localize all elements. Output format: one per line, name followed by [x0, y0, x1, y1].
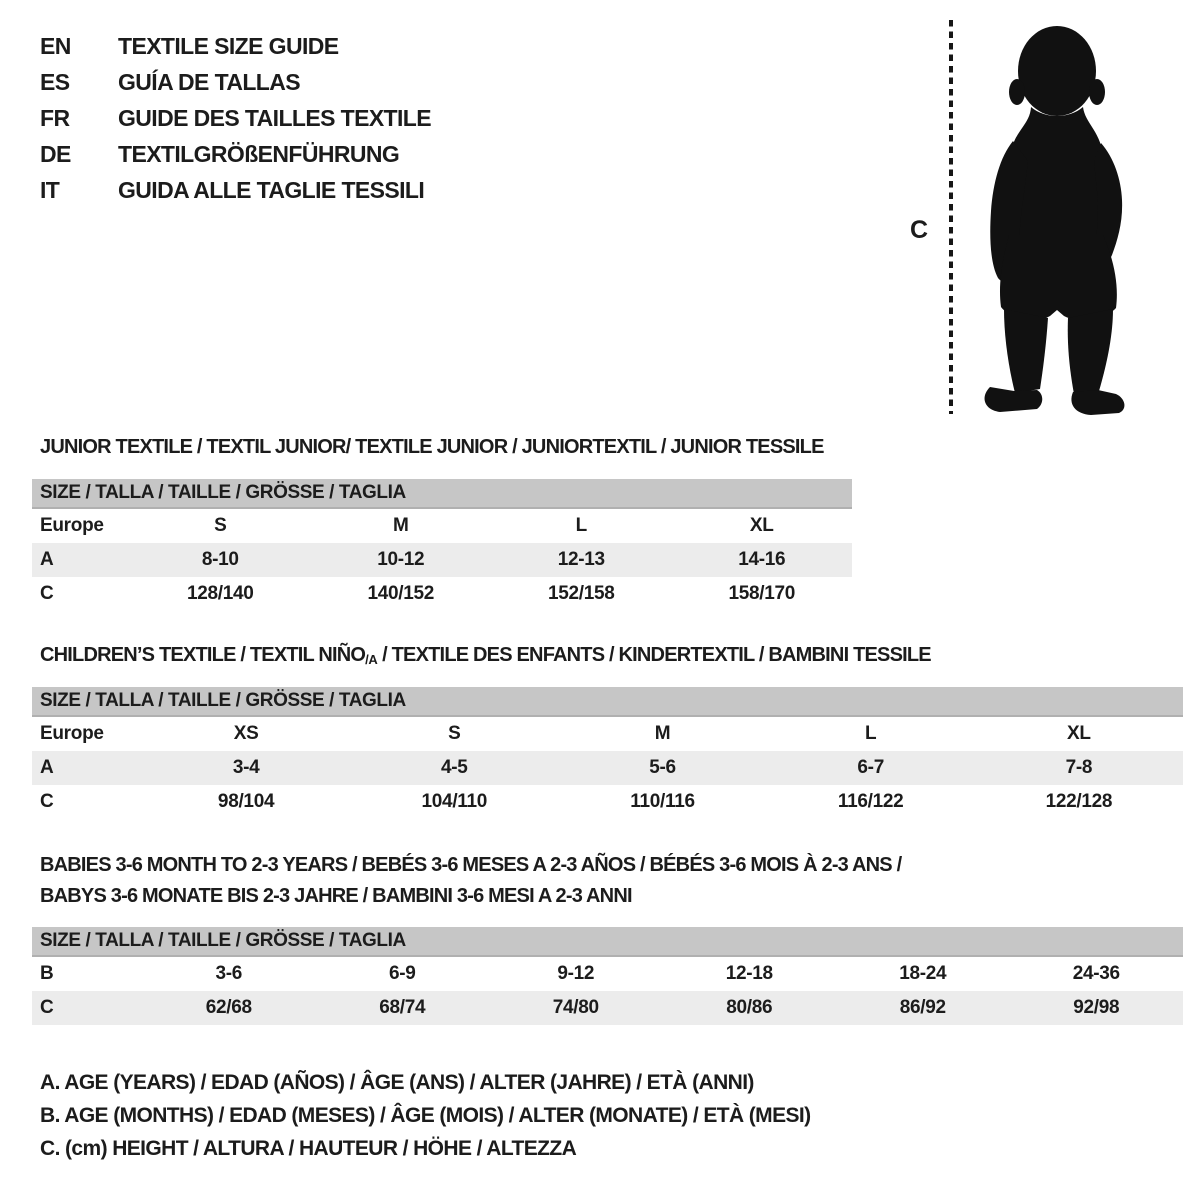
row-label: C [40, 791, 54, 812]
age-cell: 18-24 [899, 963, 947, 984]
age-cell: 3-6 [215, 963, 243, 984]
babies-title-line-1: BABIES 3-6 MONTH TO 2-3 YEARS / BEBÉS 3-6 MESES A 2-3 AÑOS / BÉBÉS 3-6 MOIS À 2-3 ANS / [40, 854, 902, 876]
height-cm-row [32, 785, 1183, 819]
height-cell: 86/92 [899, 997, 946, 1018]
height-measure-label: C [910, 216, 928, 244]
size-column-header: XL [749, 515, 774, 536]
age-cell: 6-7 [857, 757, 884, 778]
legend-line-c: C. (cm) HEIGHT / ALTURA / HAUTEUR / HÖHE / ALTEZZA [40, 1137, 577, 1160]
language-row-fr [40, 100, 431, 136]
height-cell: 128/140 [186, 583, 254, 604]
age-cell: 10-12 [377, 549, 425, 570]
row-label: C [40, 583, 54, 604]
age-cell: 9-12 [557, 963, 595, 984]
junior-size-table [32, 479, 852, 611]
language-code: DE [40, 140, 71, 167]
age-months-row [32, 957, 1183, 991]
height-cell: 98/104 [217, 791, 275, 812]
language-code: ES [40, 68, 70, 95]
age-cell: 12-13 [557, 549, 605, 570]
height-cell: 80/86 [726, 997, 773, 1018]
height-cell: 68/74 [379, 997, 426, 1018]
size-column-header: S [214, 515, 227, 536]
guide-title-de: TEXTILGRÖßENFÜHRUNG [118, 140, 400, 167]
height-cell: 110/116 [630, 791, 695, 812]
height-cell: 62/68 [205, 997, 252, 1018]
guide-title-es: GUÍA DE TALLAS [118, 68, 300, 95]
size-header-bar: SIZE / TALLA / TAILLE / GRÖSSE / TAGLIA [32, 479, 852, 509]
language-code: EN [40, 32, 71, 59]
children-title-text: / TEXTILE DES ENFANTS / KINDERTEXTIL / BAMBINI TESSILE [377, 644, 931, 666]
language-row-es [40, 64, 431, 100]
height-cell: 152/158 [547, 583, 615, 604]
height-cm-row [32, 577, 852, 611]
height-cell: 116/122 [837, 791, 904, 812]
size-columns-row [32, 509, 852, 543]
size-columns-row [32, 717, 1183, 751]
age-cell: 4-5 [441, 757, 468, 778]
region-label: Europe [40, 723, 104, 744]
row-label: A [40, 757, 54, 778]
children-section-title [40, 642, 931, 673]
row-label: C [40, 997, 54, 1018]
size-column-header: L [575, 515, 587, 536]
row-label: B [40, 963, 54, 984]
babies-size-table [32, 927, 1183, 1025]
toddler-silhouette-icon [890, 8, 1152, 420]
measurement-legend [40, 1066, 811, 1165]
language-row-en [40, 28, 431, 64]
guide-title-en: TEXTILE SIZE GUIDE [118, 32, 339, 59]
age-years-row [32, 751, 1183, 785]
toddler-silhouette [985, 26, 1125, 415]
language-row-it [40, 172, 431, 208]
size-header-bar: SIZE / TALLA / TAILLE / GRÖSSE / TAGLIA [32, 927, 1183, 957]
height-cell: 122/128 [1045, 791, 1113, 812]
age-cell: 24-36 [1072, 963, 1120, 984]
height-cell: 158/170 [728, 583, 796, 604]
region-label: Europe [40, 515, 104, 536]
guide-title-fr: GUIDE DES TAILLES TEXTILE [118, 104, 431, 131]
height-cell: 74/80 [552, 997, 599, 1018]
height-cell: 104/110 [421, 791, 488, 812]
guide-title-it: GUIDA ALLE TAGLIE TESSILI [118, 176, 425, 203]
legend-line-a: A. AGE (YEARS) / EDAD (AÑOS) / ÂGE (ANS) / ALTER (JAHRE) / ETÀ (ANNI) [40, 1071, 754, 1094]
size-column-header: XS [233, 723, 259, 744]
age-years-row [32, 543, 852, 577]
language-code: FR [40, 104, 70, 131]
age-cell: 7-8 [1065, 757, 1093, 778]
children-title-subscript: /A [365, 652, 378, 667]
legend-line-b: B. AGE (MONTHS) / EDAD (MESES) / ÂGE (MOIS) / ALTER (MONATE) / ETÀ (MESI) [40, 1104, 811, 1127]
size-column-header: L [865, 723, 877, 744]
size-column-header: M [392, 515, 409, 536]
age-cell: 14-16 [738, 549, 786, 570]
size-header-bar: SIZE / TALLA / TAILLE / GRÖSSE / TAGLIA [32, 687, 1183, 717]
babies-section-title [40, 850, 901, 912]
children-size-table [32, 687, 1183, 819]
size-column-header: S [448, 723, 461, 744]
height-cell: 92/98 [1073, 997, 1120, 1018]
age-cell: 8-10 [201, 549, 239, 570]
junior-section-title: JUNIOR TEXTILE / TEXTIL JUNIOR/ TEXTILE JUNIOR / JUNIORTEXTIL / JUNIOR TESSILE [40, 436, 824, 458]
age-cell: 12-18 [725, 963, 773, 984]
height-cm-row [32, 991, 1183, 1025]
height-measure-figure [890, 8, 1152, 420]
age-cell: 6-9 [388, 963, 416, 984]
size-column-header: XL [1067, 723, 1091, 744]
size-column-header: M [654, 723, 671, 744]
babies-title-line-2: BABYS 3-6 MONATE BIS 2-3 JAHRE / BAMBINI 3-6 MESI A 2-3 ANNI [40, 885, 632, 907]
children-title-text: CHILDREN’S TEXTILE / TEXTIL NIÑO [40, 644, 366, 666]
language-row-de [40, 136, 431, 172]
row-label: A [40, 549, 54, 570]
age-cell: 3-4 [232, 757, 260, 778]
age-cell: 5-6 [649, 757, 676, 778]
language-title-list [40, 28, 431, 208]
height-cell: 140/152 [367, 583, 435, 604]
language-code: IT [40, 176, 60, 203]
